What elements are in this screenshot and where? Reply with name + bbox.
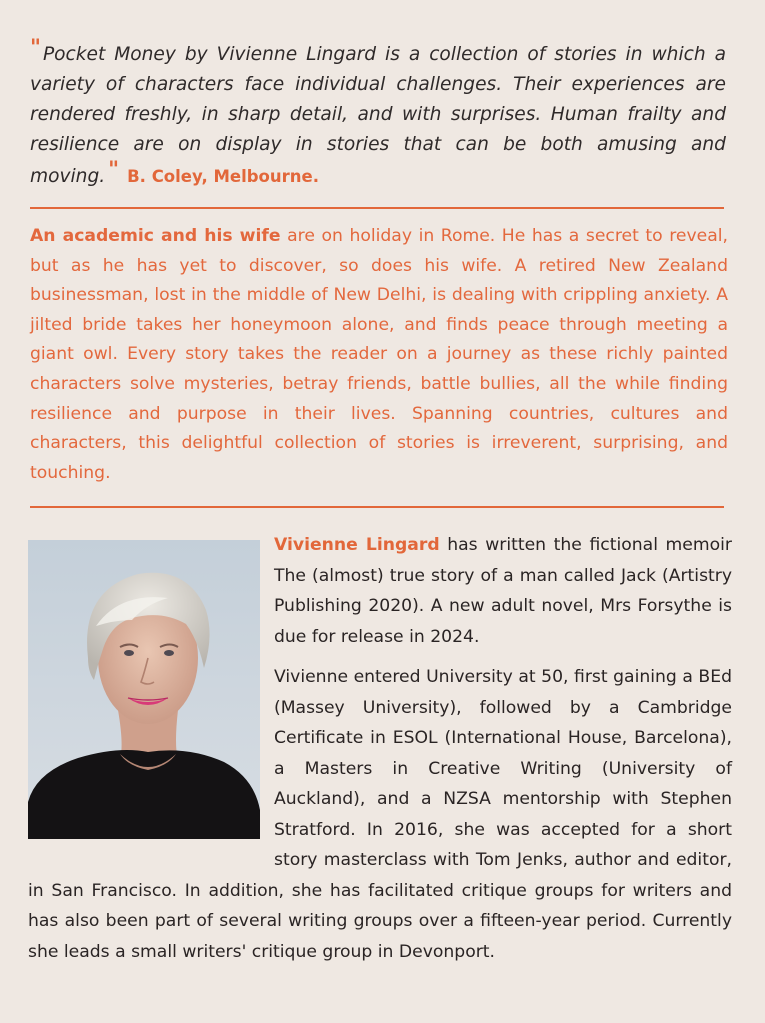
bio-paragraph-2: Vivienne entered University at 50, first gaining a BEd (Massey University), followed by a Cambridge Certificate in ESOL (International House, Barcelona), a Masters in Creative Writing (University of Auckland), and a NZSA mentorship with Stephen Stratford. In 2016, she was accepted for a short story masterclass with Tom Jenks, author and editor, in San Francisco. In addition, she has facilitated critique groups for writers and has also been part of several writing groups over a fifteen-year period. Currently she leads a small writers' critique group in Devonport. — [28, 667, 732, 962]
synopsis-lead: An academic and his wife — [30, 226, 281, 246]
synopsis — [30, 222, 728, 488]
synopsis-text: are on holiday in Rome. He has a secret to reveal, but as he has yet to discover, so does his wife. A retired New Zealand businessman, lost in the middle of New Delhi, is dealing with crippling anxiety. A jilted bride takes her honeymoon alone, and finds peace through meeting a giant owl. Every story takes the reader on a journey as these richly painted characters solve mysteries, betray friends, battle bullies, all the while finding resilience and purpose in their lives. Spanning countries, cultures and characters, this delightful collection of stories is irreverent, surprising, and touching. — [30, 226, 728, 483]
author-name: Vivienne Lingard — [274, 535, 440, 555]
divider-top — [30, 207, 724, 209]
author-bio — [28, 530, 732, 977]
close-quote-mark: " — [108, 156, 120, 181]
bio-paragraph-1-text: has written the fictional memoir The (almost) true story of a man called Jack (Artistry Publishing 2020). A new adult novel, Mrs Forsythe is due for release in 2024. — [274, 535, 732, 647]
divider-bottom — [30, 506, 724, 508]
review-attribution: B. Coley, Melbourne. — [127, 167, 319, 186]
review-quote — [30, 34, 726, 192]
review-quote-text: Pocket Money by Vivienne Lingard is a collection of stories in which a variety of characters face individual challenges. Their experiences are rendered freshly, in sharp detail, and with surprises. Human frailty and resilience are on display in stories that can be both amusing and moving. — [30, 44, 726, 187]
open-quote-mark: " — [30, 34, 41, 59]
photo-spacer — [28, 530, 274, 848]
